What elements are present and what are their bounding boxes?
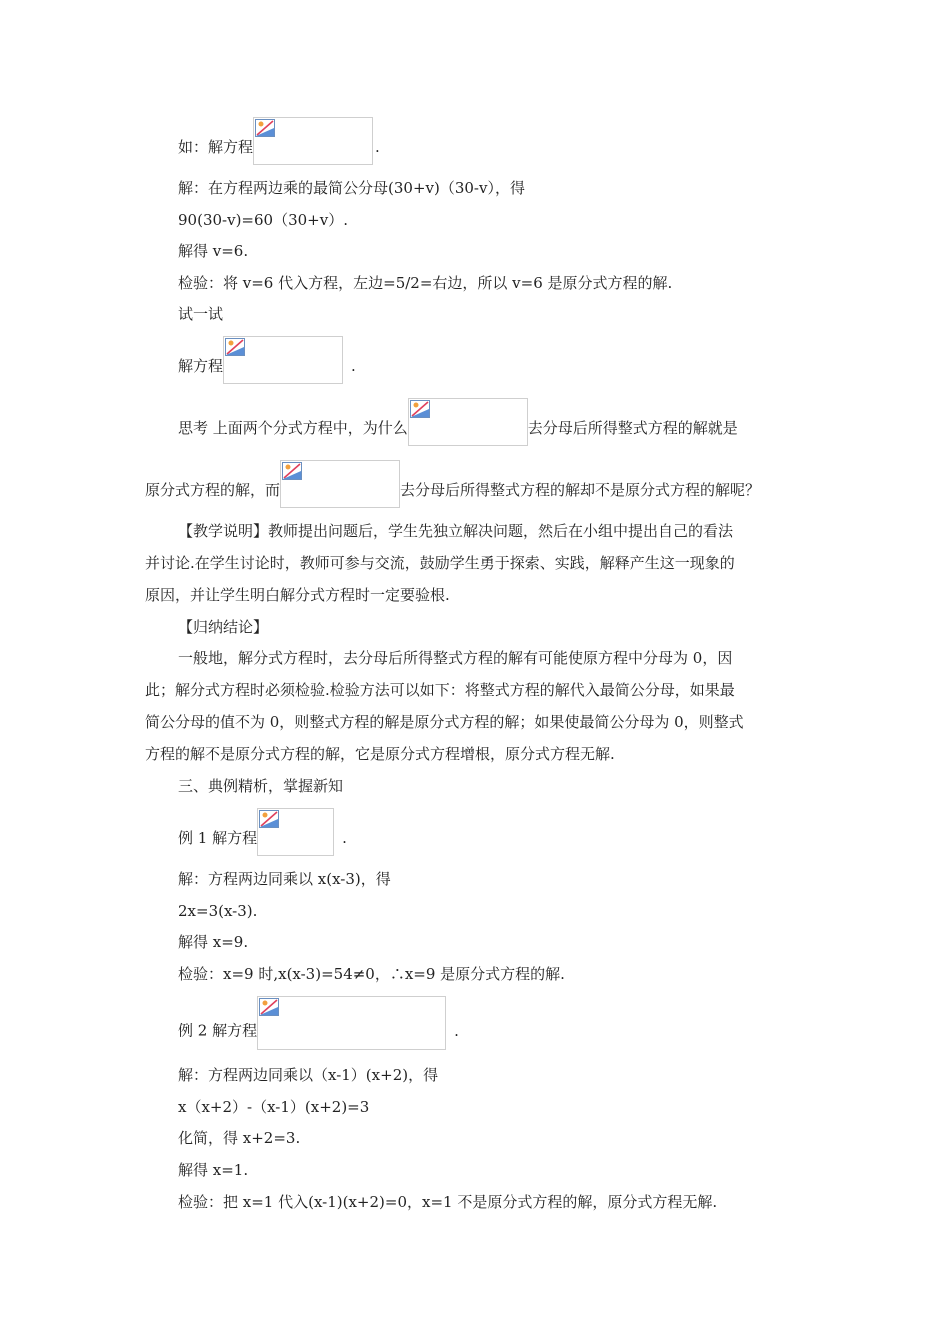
check-line: 检验：将 v=6 代入方程，左边=5/2=右边，所以 v=6 是原分式方程的解. — [178, 274, 673, 292]
teaching-note: 并讨论.在学生讨论时，教师可参与交流，鼓励学生勇于探索、实践，解释产生这一现象的 — [145, 554, 735, 572]
equation-image — [223, 336, 343, 384]
conclusion-text: 此；解分式方程时必须检验.检验方法可以如下：将整式方程的解代入最简公分母，如果最 — [145, 681, 735, 699]
solution-line: 解：方程两边同乘以（x-1）(x+2)，得 — [178, 1066, 439, 1084]
teaching-note: 【教学说明】教师提出问题后，学生先独立解决问题，然后在小组中提出自己的看法 — [178, 522, 734, 540]
think-line: 原分式方程的解，而 去分母后所得整式方程的解却不是原分式方程的解呢？ — [145, 474, 760, 508]
conclusion-text: 简公分母的值不为 0，则整式方程的解是原分式方程的解；如果使最简公分母为 0，则整式 — [145, 713, 744, 731]
broken-image-icon — [259, 810, 279, 828]
conclusion-heading: 【归纳结论】 — [178, 618, 269, 636]
check-line: 检验：x=9 时,x(x-3)=54≠0，∴x=9 是原分式方程的解. — [178, 965, 565, 983]
think-line: 思考 上面两个分式方程中，为什么 去分母后所得整式方程的解就是 — [178, 412, 738, 446]
solution-line: 解得 x=9. — [178, 933, 249, 951]
solution-line: 解：方程两边同乘以 x(x-3)，得 — [178, 870, 391, 888]
conclusion-text: 方程的解不是原分式方程的解，它是原分式方程增根，原分式方程无解. — [145, 745, 615, 763]
example-2: 例 2 解方程 . — [178, 1013, 459, 1050]
solution-line: 2x=3(x-3). — [178, 902, 258, 920]
example-1: 例 1 解方程 . — [178, 822, 347, 856]
solution-line: x（x+2）-（x-1）(x+2)=3 — [178, 1098, 370, 1116]
equation-image — [280, 460, 400, 508]
equation-image — [257, 996, 446, 1050]
equation-image — [257, 808, 334, 856]
section-label: 试一试 — [178, 305, 224, 323]
broken-image-icon — [255, 119, 275, 137]
equation-image — [253, 117, 373, 165]
solution-line: 解得 v=6. — [178, 242, 249, 260]
solution-line: 化简，得 x+2=3. — [178, 1129, 301, 1147]
solution-line: 解得 x=1. — [178, 1161, 249, 1179]
try-equation: 解方程 . — [178, 350, 356, 384]
example-intro: 如：解方程 . — [178, 131, 380, 165]
broken-image-icon — [410, 400, 430, 418]
conclusion-text: 一般地，解分式方程时，去分母后所得整式方程的解有可能使原方程中分母为 0，因 — [178, 649, 733, 667]
broken-image-icon — [259, 998, 279, 1016]
solution-line: 解：在方程两边乘的最简公分母(30+v)（30-v），得 — [178, 179, 525, 197]
check-line: 检验：把 x=1 代入(x-1)(x+2)=0，x=1 不是原分式方程的解，原分式方程无解. — [178, 1193, 718, 1211]
section-heading: 三、典例精析，掌握新知 — [178, 777, 344, 795]
teaching-note: 原因，并让学生明白解分式方程时一定要验根. — [145, 586, 450, 604]
solution-line: 90(30-v)=60（30+v）. — [178, 211, 348, 229]
broken-image-icon — [282, 462, 302, 480]
equation-image — [408, 398, 528, 446]
broken-image-icon — [225, 338, 245, 356]
